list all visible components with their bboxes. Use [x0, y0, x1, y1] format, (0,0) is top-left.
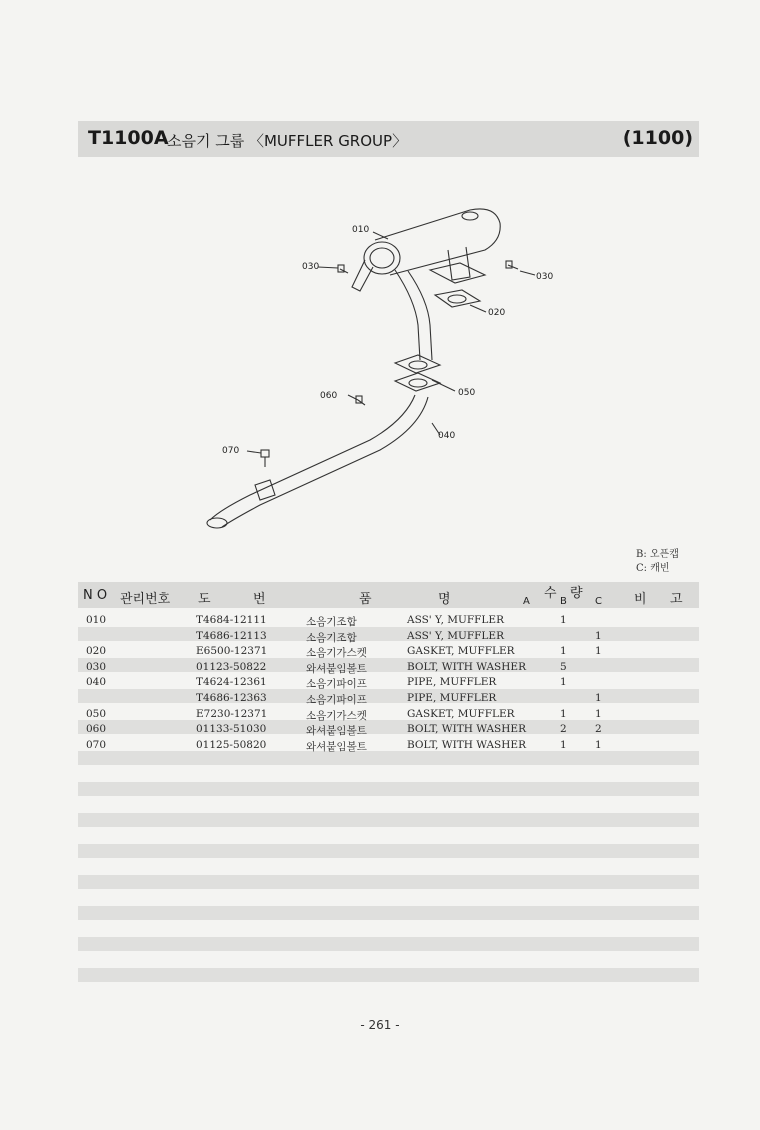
cell-no: 060	[86, 723, 107, 736]
cell-no: 010	[86, 614, 107, 626]
muffler-exploded-diagram	[190, 195, 580, 540]
table-row	[78, 676, 699, 691]
cell-part: T4624-12361	[196, 676, 267, 689]
cell-c: 1	[595, 738, 602, 751]
cell-kr: 소음기파이프	[306, 694, 367, 706]
cell-c: 1	[595, 645, 602, 658]
stripe	[78, 968, 699, 982]
col-remark-1: 비	[634, 592, 647, 607]
callout-070: 070	[222, 446, 240, 456]
cell-en: BOLT, WITH WASHER	[407, 723, 526, 736]
legend-b: B: 오픈캡	[636, 549, 679, 560]
cell-part: E7230-12371	[196, 707, 268, 720]
stripe	[78, 906, 699, 920]
col-name-1: 품	[359, 592, 372, 607]
stripe	[78, 844, 699, 858]
stripe	[78, 875, 699, 889]
callout-030: 030	[302, 262, 320, 272]
table-row	[78, 708, 699, 723]
callout-010: 010	[352, 225, 370, 235]
cell-kr: 소음기가스켓	[306, 709, 367, 722]
col-qty-1: 수	[544, 586, 557, 601]
cell-b: 5	[560, 660, 567, 673]
cell-en: PIPE, MUFFLER	[407, 692, 497, 704]
cell-part: 01125-50820	[196, 738, 267, 751]
col-name-2: 명	[438, 592, 451, 607]
cell-c: 1	[595, 707, 602, 720]
model-name: T1100A	[88, 127, 169, 149]
cell-b: 1	[560, 645, 567, 658]
col-qty-b: B	[560, 596, 567, 607]
legend-c: C: 캐빈	[636, 563, 670, 574]
cell-en: BOLT, WITH WASHER	[407, 660, 526, 673]
stripe	[78, 813, 699, 827]
cell-no: 030	[86, 660, 107, 673]
callout-020: 020	[488, 308, 506, 318]
cell-kr: 소음기조합	[306, 616, 357, 628]
cell-part: 01123-50822	[196, 660, 267, 673]
col-remark-2: 고	[670, 592, 683, 607]
col-qty-2: 량	[570, 586, 583, 601]
cell-kr: 소음기가스켓	[306, 647, 367, 660]
col-mgmt-no: 관리번호	[120, 592, 171, 607]
cell-b: 1	[560, 676, 567, 689]
cell-kr: 소음기파이프	[306, 678, 367, 691]
cell-b: 1	[560, 614, 567, 626]
stripe	[78, 782, 699, 796]
cell-c: 1	[595, 692, 602, 704]
cell-en: ASS' Y, MUFFLER	[407, 614, 504, 626]
cell-b: 1	[560, 707, 567, 720]
group-title: 소음기 그룹 〈MUFFLER GROUP〉	[167, 132, 408, 150]
callout-060: 060	[320, 391, 338, 401]
table-row	[78, 645, 699, 660]
table-row	[78, 614, 699, 629]
cell-kr: 소음기조합	[306, 631, 357, 644]
page-number: - 261 -	[360, 1018, 400, 1032]
legend	[636, 548, 679, 576]
table-row	[78, 630, 699, 645]
callout-030-right: 030	[536, 272, 554, 282]
cell-no: 050	[86, 707, 107, 720]
group-code: (1100)	[622, 127, 693, 149]
cell-part: 01133-51030	[196, 723, 267, 736]
cell-en: ASS' Y, MUFFLER	[407, 629, 504, 642]
cell-part: E6500-12371	[196, 645, 268, 658]
cell-no: 040	[86, 676, 107, 689]
col-drawing-2: 번	[253, 592, 266, 607]
col-drawing-1: 도	[198, 592, 211, 607]
table-header	[78, 582, 699, 608]
cell-no: 070	[86, 738, 107, 751]
cell-en: BOLT, WITH WASHER	[407, 738, 526, 751]
table-row	[78, 661, 699, 676]
cell-en: GASKET, MUFFLER	[407, 707, 515, 720]
cell-en: PIPE, MUFFLER	[407, 676, 497, 689]
stripe	[78, 937, 699, 951]
cell-c: 2	[595, 723, 602, 736]
table-row	[78, 723, 699, 738]
cell-c: 1	[595, 629, 602, 642]
cell-part: T4684-12111	[196, 614, 267, 626]
cell-b: 2	[560, 723, 567, 736]
section-header	[78, 121, 699, 157]
cell-kr: 와셔붙임볼트	[306, 740, 367, 753]
cell-part: T4686-12113	[196, 629, 267, 642]
cell-part: T4686-12363	[196, 692, 267, 704]
cell-kr: 와셔붙임볼트	[306, 662, 367, 675]
callout-050: 050	[458, 388, 476, 398]
cell-kr: 와셔붙임볼트	[306, 725, 367, 738]
cell-b: 1	[560, 738, 567, 751]
col-qty-a: A	[523, 596, 530, 607]
table-row	[78, 692, 699, 707]
col-qty-c: C	[595, 596, 602, 607]
col-no: N O	[83, 588, 108, 603]
table-row	[78, 739, 699, 754]
callout-040: 040	[438, 431, 456, 441]
cell-no: 020	[86, 645, 107, 658]
cell-en: GASKET, MUFFLER	[407, 645, 515, 658]
